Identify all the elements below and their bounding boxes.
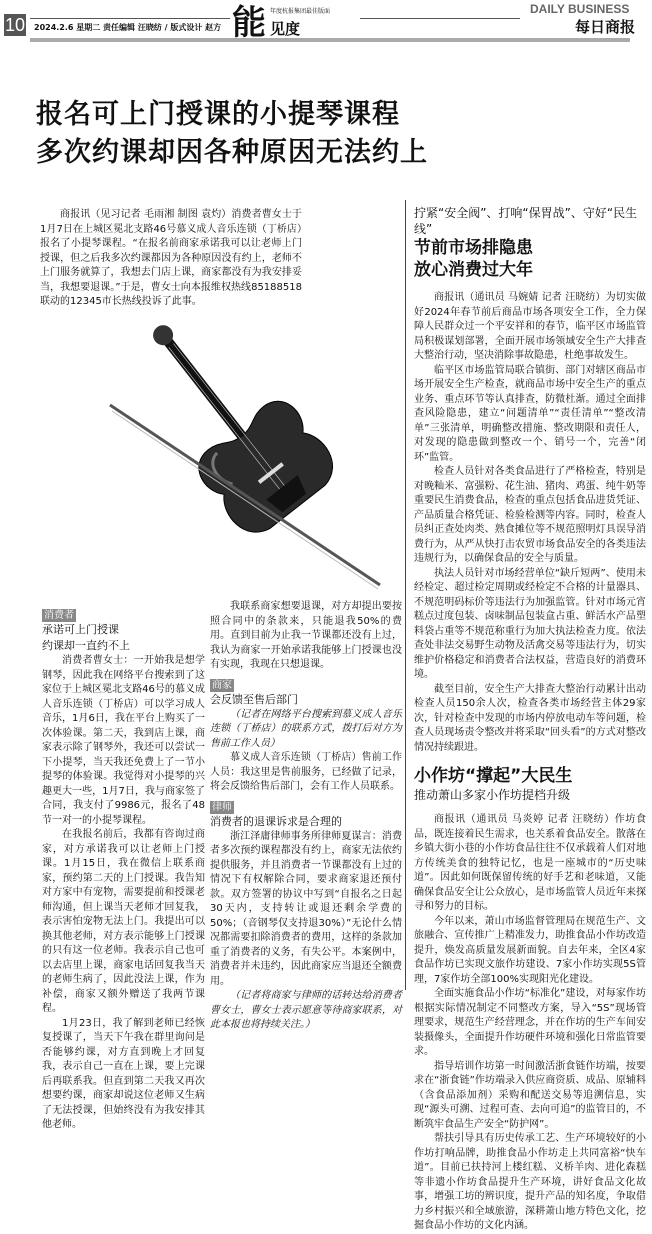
title-line: 报名可上门授课的小提琴课程	[36, 99, 400, 130]
paragraph: 1月23日，我了解到老师已经恢复授课了，当天下午我在群里询问是否能够约课，对方直到晚上才回复我，表示自己一直在上课，要上完课后再联系我。但直到第二天我又再次想要约课，商家却说这位老师又生病了无法授课，但始终没有为我安排其他老师。	[42, 1017, 205, 1130]
second-column	[210, 600, 402, 1033]
paragraph: 今年以来，萧山市场监督管理局在规范生产、文旅融合、宣传推广上精准发力，助推食品小作坊改造提升，焕发高质量发展新面貌。自去年来，全区4家食品作坊已实现文旅作坊建设、7家小作坊实现5S管理，7家作坊全部100%实现阳光化建设。	[414, 915, 646, 985]
article-title	[36, 96, 428, 172]
headline: 放心消费过大年	[414, 260, 533, 280]
paragraph: 商报讯（通讯员 马婉婧 记者 汪晓纺）为切实做好2024年春节前后商品市场各项安全工作，全力保障人民群众过一个平安祥和的春节，临平区市场监管局积极谋划部署，全面开展市场领域安全生产大排查大整治行动，坚决消除事故隐患，杜绝事故发生。	[414, 292, 646, 361]
paragraph: 商报讯（通讯员 马炎婷 记者 汪晓纺）作坊食品，既连接着民生需求，也关系着食品安全。散落在乡镇大街小巷的小作坊食品往往不仅承载着人们对地方传统美食的独特记忆，也是一座城市的“历史味道”。因此如何既保留传统的好手艺和老味道，又能确保食品安全让公众放心，是市场监管人员近年来探寻和努力的目标。	[414, 814, 646, 912]
headline: 节前市场排隐患	[414, 238, 533, 258]
paragraph: 全面实施食品小作坊“标准化”建设，对每家作坊根据实际情况制定不同整改方案，导入“5S”现场管理要求，规范生产经营理念，并在作坊的生产车间安装摄像头，全面提升作坊硬件环境和强化日常监管要求。	[414, 988, 646, 1057]
subhead: 会反馈至售后部门	[210, 692, 298, 706]
headline: 小作坊“撑起”大民生	[414, 766, 573, 786]
lead-paragraph: 商报讯（见习记者 毛雨湘 制图 袁灼）消费者曹女士于1月7日在上城区冕北支路46号慕义成人音乐连锁（丁桥店）报名了小提琴课程。“在报名前商家承诺我可以让老师上门授课，但之后我多次约课都因为各种原因没有约上，老师不上门服务就算了，我想去门店上课，商家都没有为我安排妥当，我想要退课。”于是，曹女士向本报维权热线85188518联动的12345市长热线投诉了此事。	[40, 209, 302, 307]
consumer-section	[42, 603, 205, 1133]
title-line: 多次约课却因各种原因无法约上	[36, 137, 428, 168]
violin-photo	[90, 285, 400, 595]
column-divider	[405, 200, 406, 990]
section-tag: 商家	[212, 679, 232, 691]
right-column	[414, 205, 646, 1234]
paragraph: 检查人员针对各类食品进行了严格检查，特别是对晚籼米、富强粉、花生油、猪肉、鸡蛋、纯牛奶等重要民生消费食品，检查的重点包括食品进货凭证、产品质量合格凭证、检验检测等内容。同时，检查人员纠正查处肉类、熟食摊位等不规范照明灯具误导消费行为，从严从快打击农贸市场食品安全的各类违法违规行为，以确保食品的安全与质量。	[414, 466, 646, 564]
brand-english: DAILY BUSINESS	[530, 2, 630, 16]
paragraph: 截至目前，安全生产大排查大整治行动累计出动检查人员150余人次，检查各类市场经营主体29家次，针对检查中发现的市场内停放电动车等问题，检查人员现场责令整改并将采取“回头看”的方式对整改情况持续跟进。	[414, 683, 646, 753]
section-name: 见度	[270, 20, 301, 38]
paragraph: 临平区市场监管局联合镇街、部门对辖区商品市场开展安全生产检查，就商品市场中安全生产的重点业务、重点环节等认真排查，防微杜渐。通过全面排查风险隐患，建立“问题清单”“责任清单”“整改清单”三张清单，明确整改措施、整改期限和责任人，对发现的隐患做到整改一个、销号一个，完善“闭环”监管。	[414, 364, 646, 463]
subhead: 推动萧山多家小作坊提档升级	[414, 788, 571, 802]
dateline: 2024.2.6 星期二 责任编辑 汪晓纺 / 版式设计 赵方	[34, 23, 222, 32]
paragraph: 浙江泽庸律师事务所律师夏谋言：消费者多次预约课程都没有约上，商家无法依约提供服务，并且消费者一节课都没有上过的情况下有权解除合同，要求商家退还预付款。双方签署的协议中写到“自报名之日起30天内，支持转让或退还剩余学费的50%；（音钢琴仅支持退30%）”无论什么情况都需要扣除消费者的费用，这样的条款加重了消费者的义务，有失公平。本案例中，消费者并未违约，因此商家应当退还全额费用。	[210, 830, 402, 987]
header-rule	[30, 18, 230, 19]
paragraph: 慕义成人音乐连锁（丁桥店）售前工作人员：我这里是售前服务，已经做了记录，将会反馈给售后部门，会有工作人员联系。	[210, 752, 402, 792]
subhead: 消费者的退课诉求是合理的	[210, 814, 342, 828]
editor-note: （记者将商家与律师的话转达给消费者曹女士，曹女士表示愿意等待商家联系，对此本报也将持续关注。）	[210, 990, 402, 1030]
editor-note: （记者在网络平台搜索到慕义成人音乐连锁（丁桥店）的联系方式，拨打后对方为售前工作人员）	[210, 708, 402, 749]
paragraph: 我联系商家想要退课，对方却提出要按照合同中的条款来，只能退我50%的费用。直到目前为止我一节课都还没有上过，我认为商家一开始承诺我能够上门授课也没有实现，我现在只想退课。	[210, 601, 402, 670]
kicker: 拧紧“安全阀”、打响“保胃战”、守好“民生线”	[414, 206, 638, 236]
paragraph: 消费者曹女士：一开始我是想学钢琴，因此我在网络平台搜索到了这家位于上城区冕北支路46号的慕义成人音乐连锁（丁桥店）可以学习成人音乐，1月6日，我在平台上购买了一次体验课。第二天，我到店上课，商家表示除了钢琴外，我还可以尝试一下小提琴，当天我还免费上了一节小提琴的体验课。我觉得对小提琴的兴趣更大一些，1月7日，我与商家签了合同，我支付了9986元，报名了48节一对一的小提琴课程。	[42, 655, 205, 826]
brand-chinese: 每日商报	[575, 18, 636, 36]
header-bar	[30, 38, 630, 42]
section-logo: 能	[232, 3, 266, 43]
page-number: 10	[4, 15, 26, 35]
paragraph: 在我报名前后，我都有咨询过商家，对方承诺我可以让老师上门授课。1月15日，我在微信上联系商家，预约第二天的上门授课。我告知对方家中有宠物，需要提前和授课老师沟通，但上课当天老师才回复我，表示害怕宠物无法上门。我提出可以换其他老师，对方表示能够上门授课的只有这一位老师。我表示自己也可以去店里上课，商家电话回复我当天的老师生病了，因此没法上课，作为补偿，商家又额外赠送了我两节课程。	[42, 829, 205, 1014]
header-rule	[360, 18, 520, 19]
section-tag: 律师	[212, 801, 232, 813]
paragraph: 帮扶引导具有历史传承工艺、生产环境较好的小作坊打响品牌，助推食品小作坊走上共同富裕“快车道”。目前已扶持河上楼红糕、义桥羊肉、进化森糕等非遗小作坊食品提升生产环境，讲好食品文化故事，增强工坊的辨识度，提升产品的知名度，争取借力乡村振兴和全域旅游，深耕萧山地方特色文化，挖掘食品小作坊的文化内涵。	[414, 1133, 646, 1231]
paragraph: 执法人员针对市场经营单位“缺斤短两”、使用未经检定、超过检定周期或经检定不合格的计量器具、不规范明码标价等违法行为加强监管。针对市场元宵糕点过度包装、卤味制品包装盒占重、鲜活水产品塑料袋占重等不规范称重行为加大执法检查力度。依法查处非法交易野生动物及活禽交易等违法行为，切实维护价格稳定和消费者合法权益，营造良好的消费环境。	[414, 567, 646, 680]
section-group: 年度杭报集团最佳版面	[270, 8, 331, 15]
paragraph: 指导培训作坊第一时间激活浙食链作坊端，按要求在“浙食链”作坊端录入供应商资质、成品、原辅料（含食品添加剂）采购和配送交易等追溯信息，实现“源头可溯、过程可查、去向可追”的监管目的，不断筑牢食品生产安全“防护网”。	[414, 1060, 646, 1130]
subhead: 承诺可上门授课	[42, 623, 119, 636]
subhead: 约课却一直约不上	[42, 639, 130, 652]
section-tag: 消费者	[44, 610, 74, 621]
